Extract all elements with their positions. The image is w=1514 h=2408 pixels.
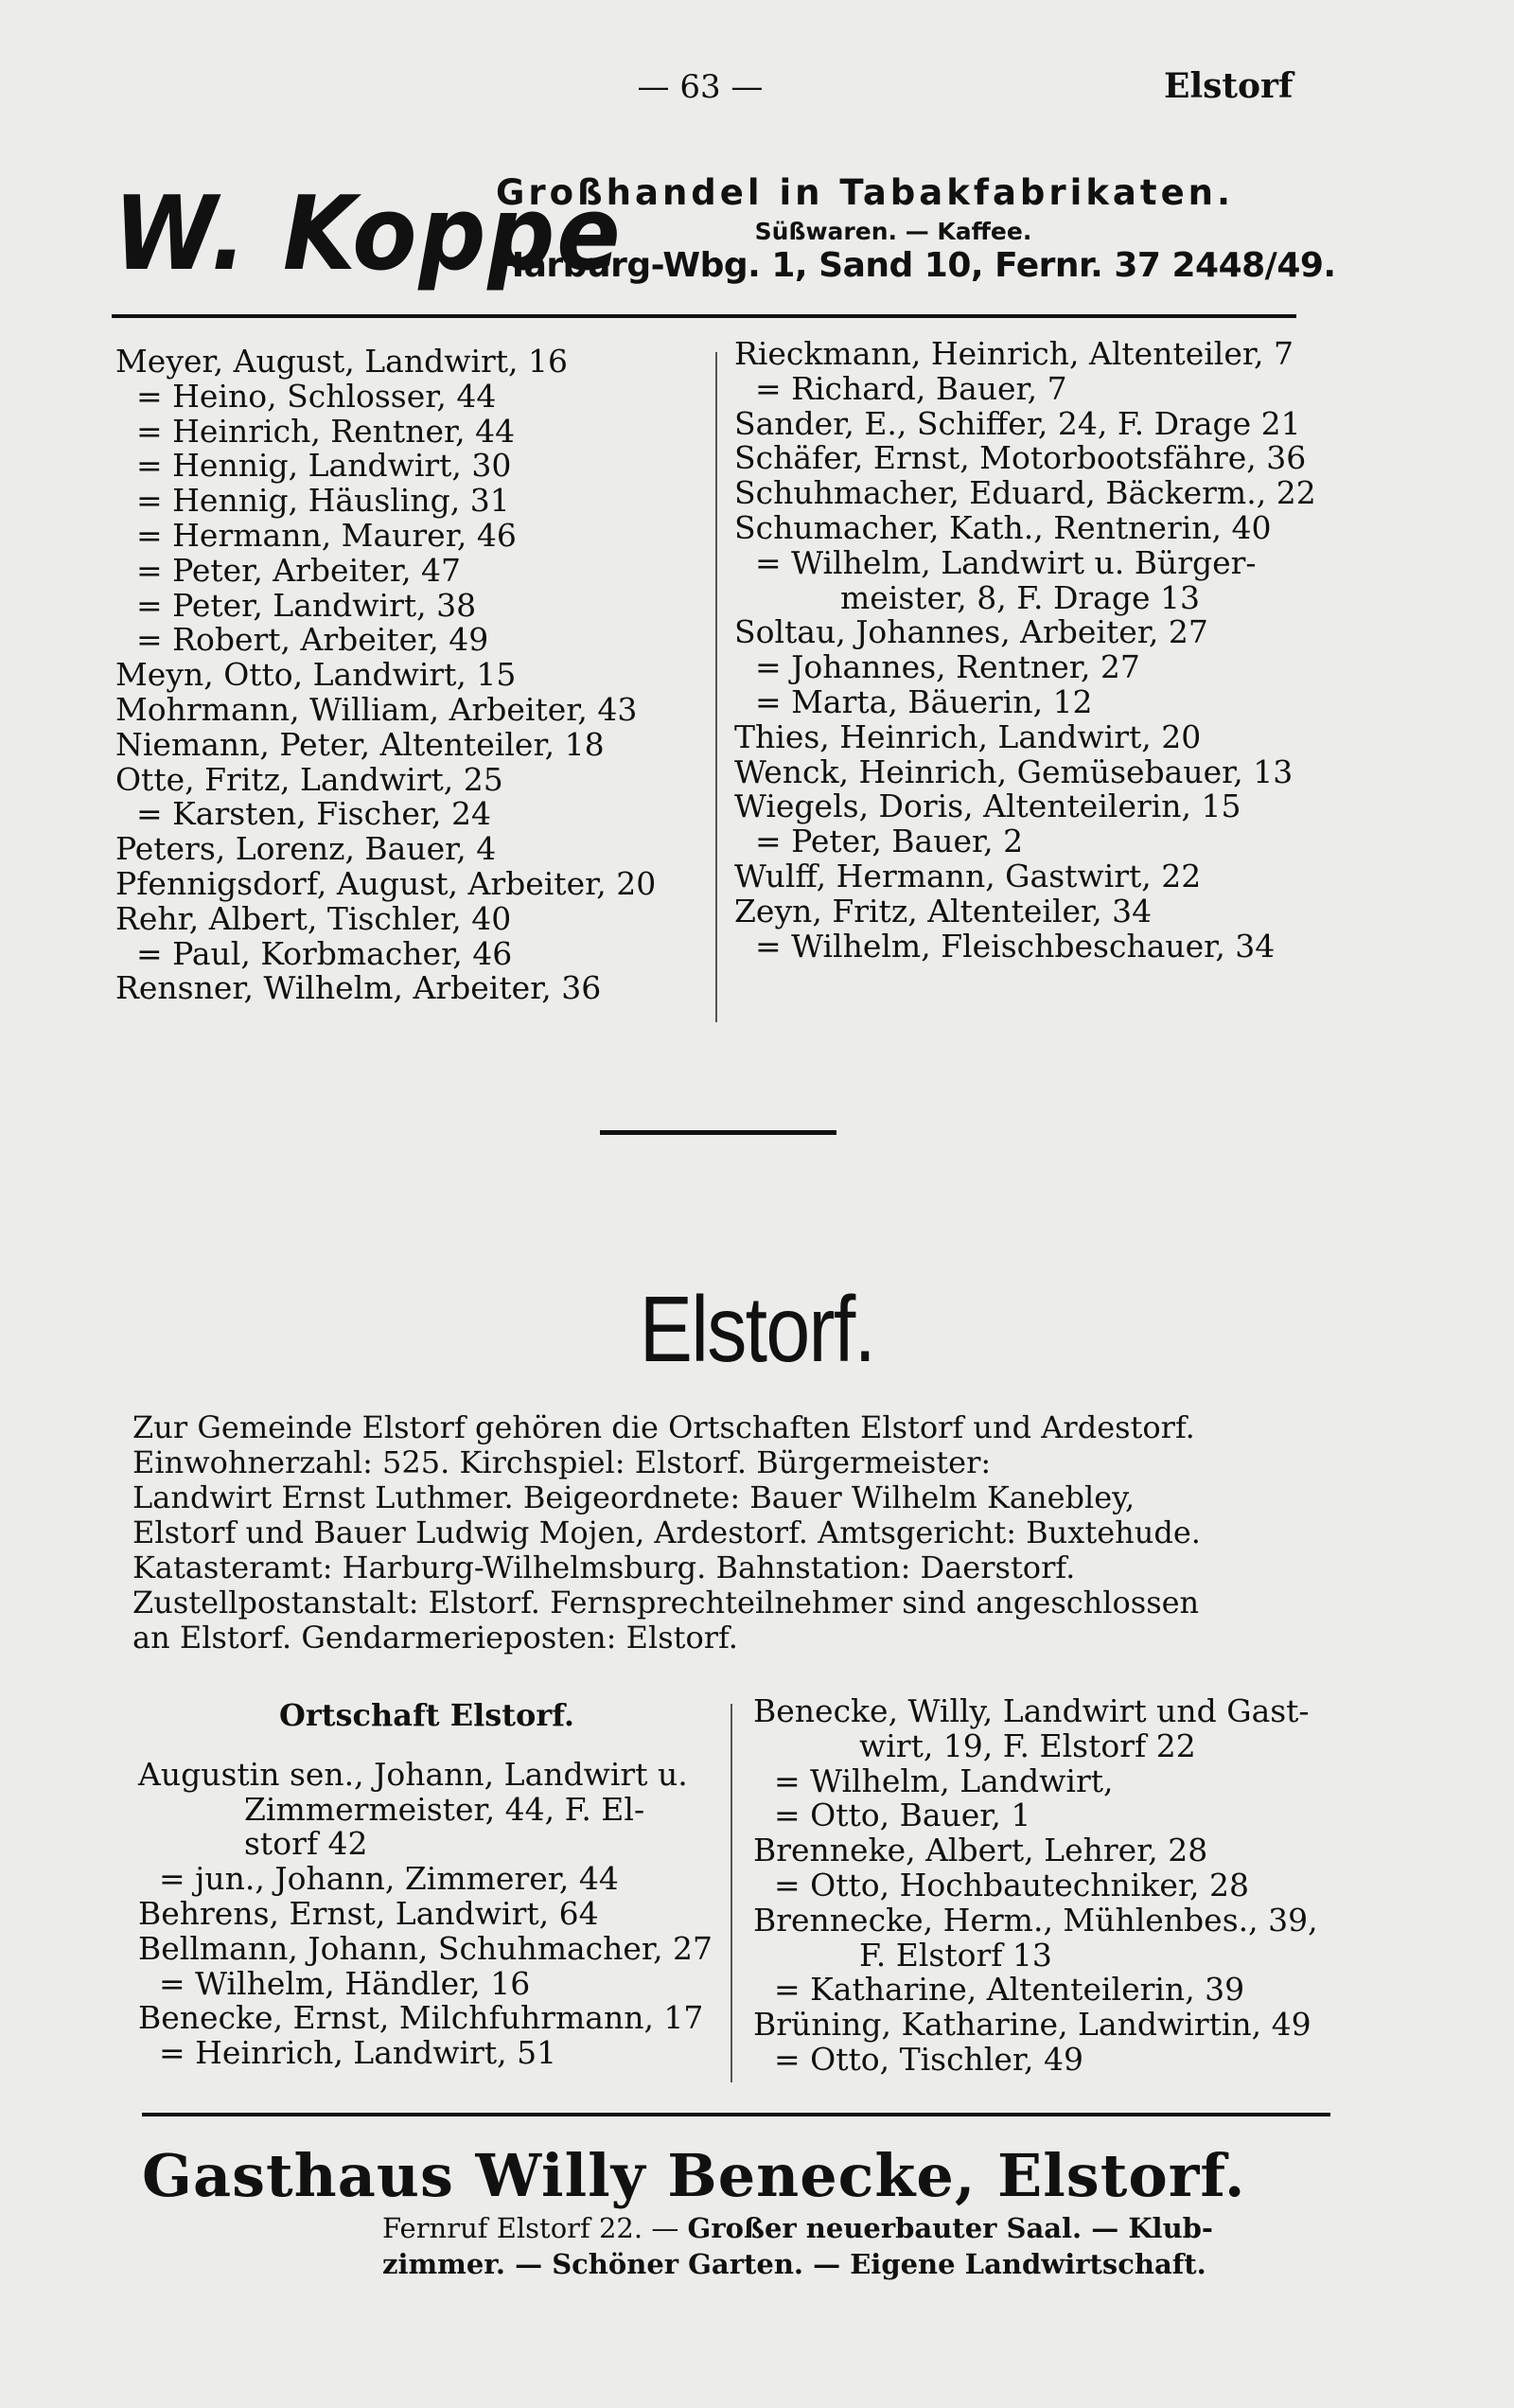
- list-item: = Peter, Bauer, 2: [755, 823, 1024, 860]
- list-item: = Wilhelm, Landwirt u. Bürger-: [755, 543, 1257, 581]
- list-item: = Otto, Tischler, 49: [774, 2040, 1084, 2078]
- ad-top-line-2: Süßwaren. — Kaffee.: [754, 218, 1032, 245]
- list-item: = jun., Johann, Zimmerer, 44: [159, 1860, 619, 1898]
- list-item: Benecke, Ernst, Milchfuhrmann, 17: [138, 1999, 704, 2037]
- list-item-continuation: Zimmermeister, 44, F. El-: [244, 1790, 645, 1828]
- list-item: = Heinrich, Landwirt, 51: [159, 2034, 557, 2072]
- list-item: Benecke, Willy, Landwirt und Gast-: [753, 1692, 1310, 1729]
- list-item: Pfennigsdorf, August, Arbeiter, 20: [115, 864, 657, 902]
- directory-column-right: [734, 337, 1321, 964]
- list-item: = Hennig, Häusling, 31: [136, 482, 510, 520]
- intro-line: Zur Gemeinde Elstorf gehören die Ortschaften Elstorf und Ardestorf.: [132, 1409, 1195, 1445]
- ad-bottom-title: Gasthaus Willy Benecke, Elstorf.: [142, 2141, 1246, 2210]
- list-item: Niemann, Peter, Altenteiler, 18: [115, 725, 605, 763]
- divider-top: [112, 314, 1296, 318]
- list-item: Augustin sen., Johann, Landwirt u.: [138, 1755, 688, 1793]
- list-item: Bellmann, Johann, Schuhmacher, 27: [138, 1929, 713, 1967]
- ad-bottom-phone: Fernruf Elstorf 22. —: [382, 2212, 688, 2244]
- list-item: = Wilhelm, Landwirt,: [774, 1762, 1114, 1799]
- list-item: Behrens, Ernst, Landwirt, 64: [138, 1894, 599, 1932]
- directory2-column-left: [138, 1698, 715, 2071]
- municipality-intro: [132, 1410, 1325, 1656]
- list-item: Schäfer, Ernst, Motorbootsfähre, 36: [734, 439, 1307, 477]
- list-item: Wenck, Heinrich, Gemüsebauer, 13: [734, 752, 1294, 790]
- list-item: Rensner, Wilhelm, Arbeiter, 36: [115, 969, 602, 1007]
- short-divider: [600, 1130, 836, 1135]
- list-item: Wulff, Hermann, Gastwirt, 22: [734, 857, 1202, 894]
- list-item: Meyer, August, Landwirt, 16: [115, 343, 569, 380]
- list-item: Rehr, Albert, Tischler, 40: [115, 899, 512, 937]
- intro-line: Elstorf und Bauer Ludwig Mojen, Ardestorf. Amtsgericht: Buxtehude.: [132, 1514, 1201, 1550]
- ad-top-line-1: Großhandel in Tabakfabrikaten.: [496, 172, 1235, 213]
- list-item: = Peter, Landwirt, 38: [136, 586, 477, 624]
- list-item-continuation: F. Elstorf 13: [859, 1936, 1052, 1974]
- list-item: Thies, Heinrich, Landwirt, 20: [734, 717, 1202, 755]
- list-item: = Wilhelm, Fleischbeschauer, 34: [755, 927, 1276, 965]
- list-item: Meyn, Otto, Landwirt, 15: [115, 656, 517, 694]
- list-item: = Heino, Schlosser, 44: [136, 377, 497, 415]
- section-title: Elstorf.: [639, 1277, 875, 1381]
- page-number: — 63 —: [637, 68, 764, 106]
- list-item: = Wilhelm, Händler, 16: [159, 1964, 531, 2002]
- list-item: = Otto, Hochbautechniker, 28: [774, 1866, 1249, 1903]
- list-item: = Otto, Bauer, 1: [774, 1797, 1031, 1834]
- intro-line: Zustellpostanstalt: Elstorf. Fernsprechteilnehmer sind angeschlossen: [132, 1585, 1200, 1620]
- intro-line: Landwirt Ernst Luthmer. Beigeordnete: Bauer Wilhelm Kanebley,: [132, 1479, 1136, 1515]
- list-item: Rieckmann, Heinrich, Altenteiler, 7: [734, 335, 1294, 372]
- advertiser-logo: W. Koppe: [114, 175, 623, 293]
- list-item: = Robert, Arbeiter, 49: [136, 621, 489, 659]
- list-item: = Heinrich, Rentner, 44: [136, 412, 516, 450]
- intro-line: Katasteramt: Harburg-Wilhelmsburg. Bahnstation: Daerstorf.: [132, 1549, 1076, 1585]
- list-item: = Richard, Bauer, 7: [755, 369, 1067, 407]
- subheading: Ortschaft Elstorf.: [278, 1697, 574, 1733]
- list-item: Brennecke, Herm., Mühlenbes., 39,: [753, 1901, 1318, 1939]
- list-item: = Paul, Korbmacher, 46: [136, 934, 513, 972]
- intro-line: an Elstorf. Gendarmerieposten: Elstorf.: [132, 1620, 738, 1656]
- divider-bottom: [142, 2113, 1330, 2116]
- ad-bottom-features-1: Großer neuerbauter Saal. — Klub-: [687, 2212, 1213, 2244]
- column-divider-top: [715, 352, 717, 1022]
- list-item: = Peter, Arbeiter, 47: [136, 551, 462, 589]
- list-item: Mohrmann, William, Arbeiter, 43: [115, 690, 638, 728]
- directory2-column-right: [753, 1694, 1330, 2078]
- list-item-continuation: meister, 8, F. Drage 13: [840, 578, 1200, 616]
- list-item: Otte, Fritz, Landwirt, 25: [115, 760, 503, 798]
- directory-column-left: [115, 345, 702, 1006]
- ad-top-line-3: Harburg-Wbg. 1, Sand 10, Fernr. 37 2448/49.: [496, 246, 1336, 285]
- running-head: Elstorf: [1164, 66, 1294, 106]
- list-item: = Hennig, Landwirt, 30: [136, 447, 512, 485]
- ad-bottom-text: [382, 2210, 1338, 2282]
- list-item: Schuhmacher, Eduard, Bäckerm., 22: [734, 474, 1316, 512]
- list-item: Peters, Lorenz, Bauer, 4: [115, 830, 497, 868]
- list-item: = Marta, Bäuerin, 12: [755, 682, 1093, 720]
- list-item: Zeyn, Fritz, Altenteiler, 34: [734, 892, 1153, 930]
- list-item: = Katharine, Altenteilerin, 39: [774, 1971, 1245, 2009]
- list-item: Schumacher, Kath., Rentnerin, 40: [734, 508, 1272, 546]
- intro-line: Einwohnerzahl: 525. Kirchspiel: Elstorf. Bürgermeister:: [132, 1444, 992, 1480]
- list-item: = Johannes, Rentner, 27: [755, 648, 1140, 686]
- list-item-continuation: wirt, 19, F. Elstorf 22: [859, 1726, 1196, 1764]
- list-item-continuation: storf 42: [244, 1825, 368, 1863]
- list-item: Brenneke, Albert, Lehrer, 28: [753, 1832, 1208, 1869]
- list-item: = Karsten, Fischer, 24: [136, 795, 491, 833]
- list-item: Sander, E., Schiffer, 24, F. Drage 21: [734, 404, 1301, 442]
- ad-bottom-features-2: zimmer. — Schöner Garten. — Eigene Landwirtschaft.: [382, 2248, 1206, 2280]
- list-item: Brüning, Katharine, Landwirtin, 49: [753, 2006, 1312, 2044]
- list-item: Wiegels, Doris, Altenteilerin, 15: [734, 788, 1241, 825]
- list-item: = Hermann, Maurer, 46: [136, 516, 517, 554]
- list-item: Soltau, Johannes, Arbeiter, 27: [734, 613, 1208, 651]
- column-divider-bottom: [731, 1704, 732, 2082]
